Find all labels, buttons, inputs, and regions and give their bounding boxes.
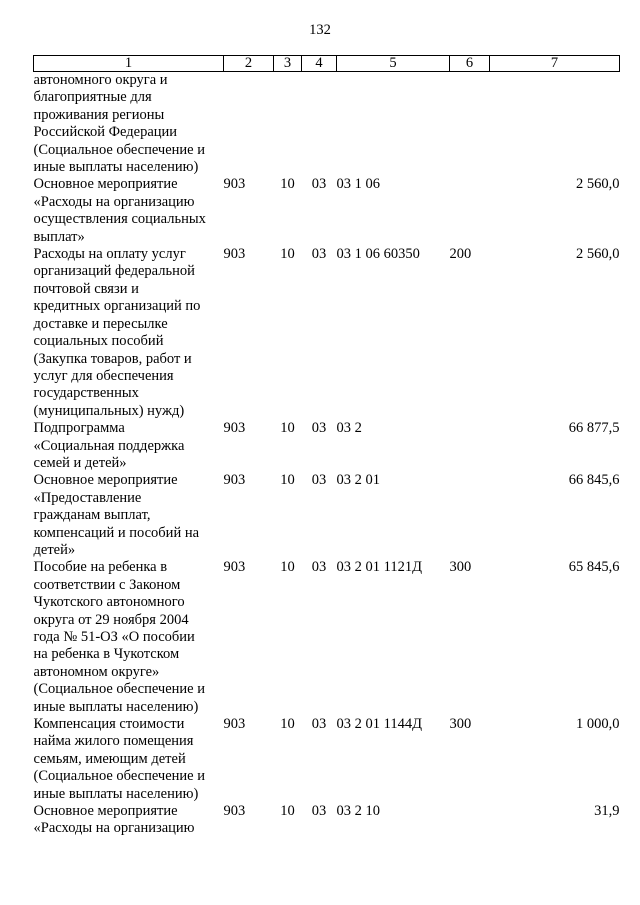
row-name: Основное мероприятие «Предоставление гражданам выплат, компенсаций и пособий на детей» — [33, 472, 200, 558]
row-name: Основное мероприятие «Расходы на организацию осуществления социальных выплат» — [33, 176, 206, 245]
row-name: Пособие на ребенка в соответствии с Законом Чукотского автономного округа от 29 ноября 2004 года № 51-ОЗ «О пособии на ребенка в Чукотском автономном округе» (Социальное обеспечение и иные выплаты населению) — [33, 559, 206, 715]
row-expense-type — [450, 176, 490, 246]
table-row — [34, 72, 620, 177]
row-expense-type: 300 — [449, 559, 472, 576]
row-amount: 66 845,6 — [568, 472, 620, 489]
row-subsection-code — [302, 72, 337, 177]
row-target-article: 03 2 01 1121Д — [336, 559, 422, 576]
row-section-code: 10 — [280, 559, 295, 576]
column-header-7: 7 — [490, 56, 620, 72]
budget-table — [33, 55, 620, 838]
column-header-4: 4 — [302, 56, 337, 72]
row-target-article: 03 2 — [336, 420, 362, 437]
column-header-6: 6 — [450, 56, 490, 72]
header-row — [34, 56, 620, 72]
row-subsection-code: 03 — [311, 559, 327, 576]
row-amount — [490, 72, 620, 177]
row-ministry-code — [224, 72, 274, 177]
column-header-2: 2 — [224, 56, 274, 72]
row-subsection-code: 03 — [311, 472, 327, 489]
row-target-article — [337, 72, 450, 177]
table-row — [34, 472, 620, 559]
row-name: Компенсация стоимости найма жилого помещения семьям, имеющим детей (Социальное обеспечение и иные выплаты населению) — [33, 716, 206, 802]
row-subsection-code: 03 — [311, 246, 327, 263]
row-section-code: 10 — [280, 716, 295, 733]
row-name: Расходы на оплату услуг организаций федеральной почтовой связи и кредитных организаций по доставке и пересылке социальных пособий (Закупка товаров, работ и услуг для обеспечения государственных (муниципальных) нужд) — [33, 246, 201, 419]
row-ministry-code: 903 — [223, 472, 246, 489]
row-expense-type — [450, 803, 490, 838]
row-amount: 1 000,0 — [576, 716, 620, 733]
row-expense-type — [450, 420, 490, 472]
row-ministry-code: 903 — [223, 803, 246, 820]
row-subsection-code: 03 — [311, 803, 327, 820]
column-header-5: 5 — [337, 56, 450, 72]
row-target-article: 03 1 06 60350 — [336, 246, 420, 263]
table-row — [34, 559, 620, 716]
table-row — [34, 716, 620, 803]
table-row — [34, 246, 620, 420]
row-target-article: 03 2 01 — [336, 472, 380, 489]
row-expense-type — [450, 472, 490, 559]
row-amount: 66 877,5 — [568, 420, 620, 437]
row-ministry-code: 903 — [223, 716, 246, 733]
row-section-code: 10 — [280, 803, 295, 820]
row-section-code: 10 — [280, 176, 295, 193]
row-expense-type: 200 — [449, 246, 472, 263]
row-target-article: 03 1 06 — [336, 176, 380, 193]
row-name: автономного округа и благоприятные для проживания регионы Российской Федерации (Социальное обеспечение и иные выплаты населению) — [33, 72, 206, 176]
row-ministry-code: 903 — [223, 246, 246, 263]
row-subsection-code: 03 — [311, 420, 327, 437]
row-target-article: 03 2 01 1144Д — [336, 716, 422, 733]
row-section-code: 10 — [280, 472, 295, 489]
row-target-article: 03 2 10 — [336, 803, 380, 820]
row-ministry-code: 903 — [223, 176, 246, 193]
row-ministry-code: 903 — [223, 559, 246, 576]
row-amount: 31,9 — [594, 803, 620, 820]
row-subsection-code: 03 — [311, 176, 327, 193]
row-expense-type — [450, 72, 490, 177]
row-section-code — [274, 72, 302, 177]
row-section-code: 10 — [280, 420, 295, 437]
column-header-3: 3 — [274, 56, 302, 72]
row-subsection-code: 03 — [311, 716, 327, 733]
row-name: Основное мероприятие «Расходы на организацию — [33, 803, 195, 837]
table-row — [34, 176, 620, 246]
table-row — [34, 803, 620, 838]
page-number: 132 — [309, 22, 331, 38]
row-ministry-code: 903 — [223, 420, 246, 437]
row-name: Подпрограмма «Социальная поддержка семей и детей» — [33, 420, 185, 471]
table-row — [34, 420, 620, 472]
row-amount: 2 560,0 — [576, 176, 620, 193]
row-amount: 2 560,0 — [576, 246, 620, 263]
row-section-code: 10 — [280, 246, 295, 263]
column-header-1: 1 — [34, 56, 224, 72]
row-expense-type: 300 — [449, 716, 472, 733]
row-amount: 65 845,6 — [568, 559, 620, 576]
